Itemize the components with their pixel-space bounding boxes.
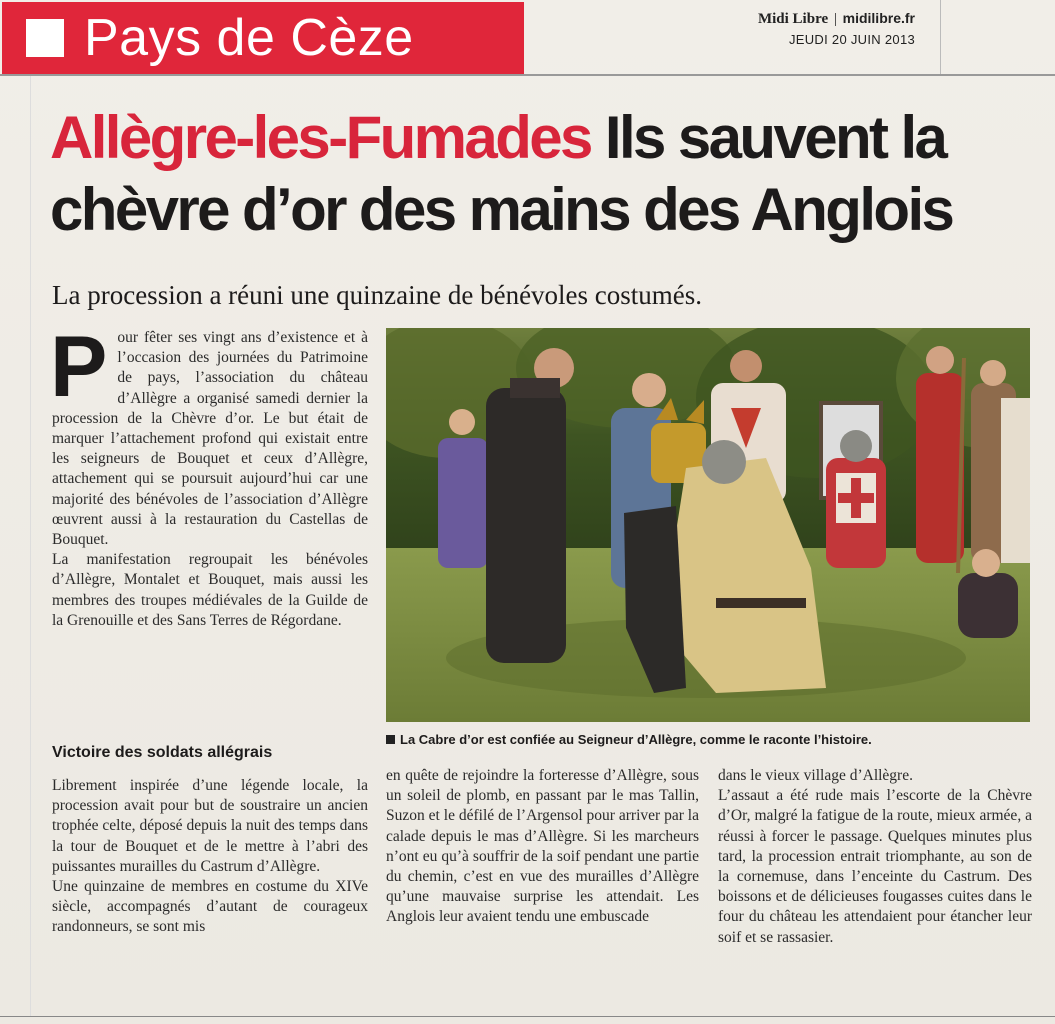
banner-square-icon (26, 19, 64, 57)
masthead-brand: Midi Libre (757, 11, 829, 27)
article-column-b (386, 766, 699, 928)
headline-kicker: Allègre-les-Fumades (50, 104, 591, 171)
article-paragraph-6: dans le vieux village d’Allègre. (718, 767, 913, 784)
masthead-site: midilibre.fr (842, 10, 915, 26)
article-paragraph-5: en quête de rejoindre la forteresse d’Allègre, sous un soleil de plomb, en passant par le mas Tallin, Suzon et le défilé de l’Argensol pour arriver par la calade depuis le mas d’Allègre. Si les marcheurs n’ont eu qu’à souffrir de la soif pendant une partie du chemin, c’est en vue des murailles d’Allègre qu’une mauvaise surprise les attendait. Les Anglois leur avaient tendu une embuscade (386, 767, 699, 926)
article-paragraph-2: La manifestation regroupait les bénévoles d’Allègre, Montalet et Bouquet, mais aussi les membres des troupes médiévales de la Guilde de la Grenouille et des Sans Terres de Régordane. (52, 551, 368, 629)
drop-cap: P (50, 319, 108, 415)
article-photo (386, 328, 1030, 722)
margin-rule (30, 76, 31, 1016)
footer-rule (0, 1016, 1055, 1017)
photo-caption-text: La Cabre d’or est confiée au Seigneur d’Allègre, comme le raconte l’histoire. (400, 732, 872, 747)
article-column-1 (50, 319, 368, 631)
headline-title: Ils sauvent la chèvre d’or des mains des Anglois (50, 104, 953, 243)
section-banner (2, 2, 524, 74)
article-subtitle: Victoire des soldats allégrais (52, 744, 273, 761)
masthead-divider (940, 0, 941, 74)
photo-illustration (386, 328, 1030, 722)
article-paragraph-4: Une quinzaine de membres en costume du XIVe siècle, accompagnés d’autant de courageux randonneurs, se sont mis (52, 878, 368, 936)
article-paragraph-1: our fêter ses vingt ans d’existence et à l’occasion des journées du Patrimoine de pays, l’association du château d’Allègre a organisé samedi dernier la procession de la Chèvre d’or. Le but était de marquer l’attachement profond qui existait entre les seigneurs de Bouquet et ceux d’Allègre, attachement qui se poursuit aujourd’hui car une majorité des bénévoles de l’association d’Allègre œuvrent aussi à la restauration du Castellas de Bouquet. (52, 329, 368, 549)
masthead (758, 10, 915, 47)
masthead-separator: | (833, 11, 837, 27)
caption-square-icon (386, 735, 395, 744)
section-title: Pays de Cèze (84, 9, 414, 67)
masthead-date: JEUDI 20 JUIN 2013 (788, 32, 915, 47)
header-rule (0, 74, 1055, 76)
article-paragraph-3: Librement inspirée d’une légende locale, la procession avait pour but de soustraire un ancien trophée celte, déposé depuis la nuit des temps dans la tour de Bouquet et de le mettre à l’abri des puissantes murailles du Castrum d’Allègre. (52, 777, 368, 875)
article-paragraph-7: L’assaut a été rude mais l’escorte de la Chèvre d’Or, malgré la fatigue de la route, mieux armée, a réussi à forcer le passage. Quelques minutes plus tard, la procession entrait triomphante, au son de la cornemuse, dans l’enceinte du Castrum. Des boissons et de délicieuses fougasses cuites dans le four du château les attendaient pour étancher leur soif et se rassasier. (718, 787, 1032, 946)
subheadline: La procession a réuni une quinzaine de bénévoles costumés. (52, 280, 703, 310)
photo-caption (386, 732, 1030, 747)
article-column-a (52, 776, 368, 938)
article-column-c (718, 766, 1032, 948)
headline (50, 102, 1040, 246)
